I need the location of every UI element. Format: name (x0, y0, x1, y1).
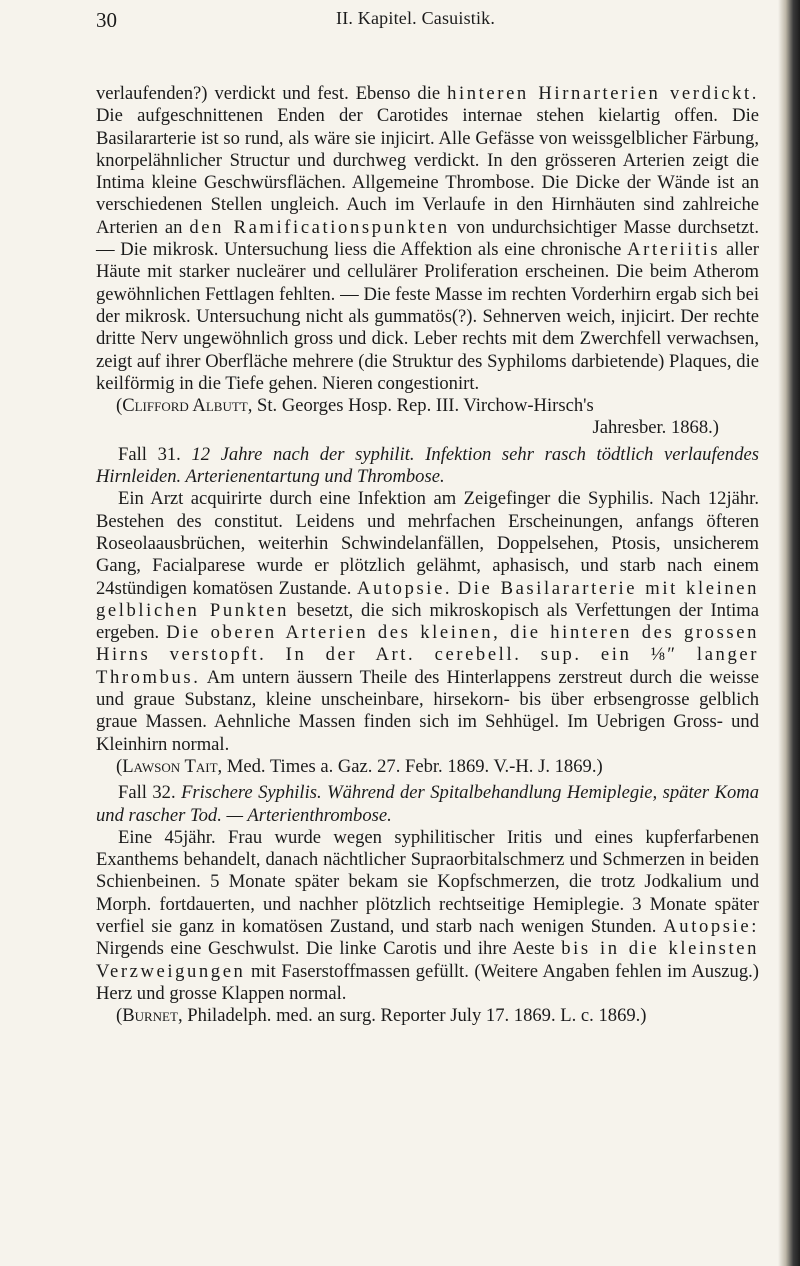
emphasis-spaced: Arteriitis (627, 239, 721, 261)
paragraph-case30-continued: verlaufenden?) verdickt und fest. Ebenso die hinteren Hirnarterien verdickt. Die aufgeschnittenen Enden der Carotides internae stehen kielartig offen. Die Basilararterie ist so rund, als wäre sie injicirt. Alle Gefässe von weissgelblicher Färbung, knorpelähnlicher Structur und durchweg verdickt. In den grösseren Arterien zeigt die Intima kleine Geschwürsflächen. Allgemeine Thrombose. Die Dicke der Wände ist an verschiedenen Stellen ungleich. Auch im Verlaufe in den Hirnhäuten sind zahlreiche Arterien an den Ramificationspunkten von undurchsichtiger Masse durchsetzt. — Die mikrosk. Untersuchung liess die Affektion als eine chronische Arteriitis aller Häute mit starker nucleärer und cellulärer Proliferation erscheinen. Die beim Atherom gewöhnlichen Fettlagen fehlten. — Die feste Masse im rechten Vorderhirn ergab sich bei der mikrosk. Untersuchung nicht als gummatös(?). Sehnerven weich, injicirt. Der rechte dritte Nerv ungewöhnlich gross und dick. Leber rechts mit dem Zwerchfell verwachsen, zeigt auf ihrer Oberfläche mehrere (die Struktur des Syphiloms darbietende) Plaques, die keilförmig in die Tiefe gehen. Nieren congestionirt. (96, 83, 759, 394)
page-header (96, 2, 756, 32)
case-label: Fall 32. (118, 782, 176, 804)
page-number: 30 (96, 8, 117, 32)
emphasis-spaced: Die oberen Arterien des kleinen, die hinteren des grossen Hirns verstopft. In der Art. cerebell. sup. ein ⅛″ langer Thrombus. (96, 622, 759, 688)
paragraph-case31: Ein Arzt acquirirte durch eine Infektion am Zeigefinger die Syphilis. Nach 12jähr. Bestehen des constitut. Leidens und mehrfachen Erscheinungen, anfangs öfteren Roseolaausbrüchen, weiterhin Schwindelanfällen, Doppelsehen, Ptosis, unsicherem Gang, Facialparese wurde er plötzlich gelähmt, aphasisch, und starb nach einem 24stündigen komatösen Zustande. Autopsie. Die Basilararterie mit kleinen gelblichen Punkten besetzt, die sich mikroskopisch als Verfettungen der Intima ergeben. Die oberen Arterien des kleinen, die hinteren des grossen Hirns verstopft. In der Art. cerebell. sup. ein ⅛″ langer Thrombus. Am untern äussern Theile des Hinterlappens zerstreut durch die weisse und graue Substanz, kleine unscheinbare, hirsekorn- bis über erbsengrosse gelblich graue Massen. Aehnliche Massen finden sich im Sehhügel. Im Uebrigen Gross- und Kleinhirn normal. (96, 488, 759, 755)
emphasis-spaced: bis in die kleinsten Verzweigungen (96, 938, 760, 982)
case-label: Fall 31. (118, 443, 181, 465)
reference-clifford-albutt: (Clifford Albutt, St. Georges Hosp. Rep. III. Virchow-Hirsch's (116, 395, 594, 417)
emphasis-spaced: Autopsie. (356, 577, 453, 599)
author-name: Clifford Albutt (122, 395, 248, 417)
author-name: Burnet (122, 1005, 178, 1027)
emphasis-spaced: den Ramificationspunkten (189, 216, 450, 238)
reference-lawson-tait: (Lawson Tait, Med. Times a. Gaz. 27. Febr. 1869. V.-H. J. 1869.) (116, 755, 603, 777)
case-31-heading (96, 444, 759, 489)
emphasis-spaced: Die Basilararterie mit kleinen gelblichen Punkten (96, 577, 759, 621)
reference-continued: Jahresber. 1868.) (592, 417, 719, 439)
paragraph-case32: Eine 45jähr. Frau wurde wegen syphilitischer Iritis und eines kupferfarbenen Exanthems behandelt, danach nächtlicher Supraorbitalschmerz und Schmerzen in beiden Schienbeinen. 5 Monate später bekam sie Kopfschmerzen, die trotz Jodkalium und Morph. fortdauerten, und nachher plötzlich rechtseitige Hemiplegie. 3 Monate später verfiel sie ganz in komatösen Zustand, und starb nach wenigen Stunden. Autopsie: Nirgends eine Geschwulst. Die linke Carotis und ihre Aeste bis in die kleinsten Verzweigungen mit Faserstoffmassen gefüllt. (Weitere Angaben fehlen im Auszug.) Herz und grosse Klappen normal. (96, 826, 760, 1004)
page-body (96, 83, 759, 1027)
case-32-heading (96, 782, 759, 827)
author-name: Lawson Tait (122, 755, 218, 777)
emphasis-spaced: Autopsie: (663, 915, 759, 937)
emphasis-spaced: hinteren Hirnarterien verdickt. (447, 83, 759, 104)
reference-burnet: (Burnet, Philadelph. med. an surg. Reporter July 17. 1869. L. c. 1869.) (116, 1005, 647, 1027)
case-title: 12 Jahre nach der syphilit. Infektion sehr rasch tödtlich verlaufendes Hirnleiden. Arterienentartung und Thrombose. (96, 443, 759, 488)
running-title: II. Kapitel. Casuistik. (336, 8, 496, 28)
case-title: Frischere Syphilis. Während der Spitalbehandlung Hemiplegie, später Koma und rascher Tod. — Arterienthrombose. (96, 782, 759, 826)
page-binding-edge (778, 0, 800, 1266)
